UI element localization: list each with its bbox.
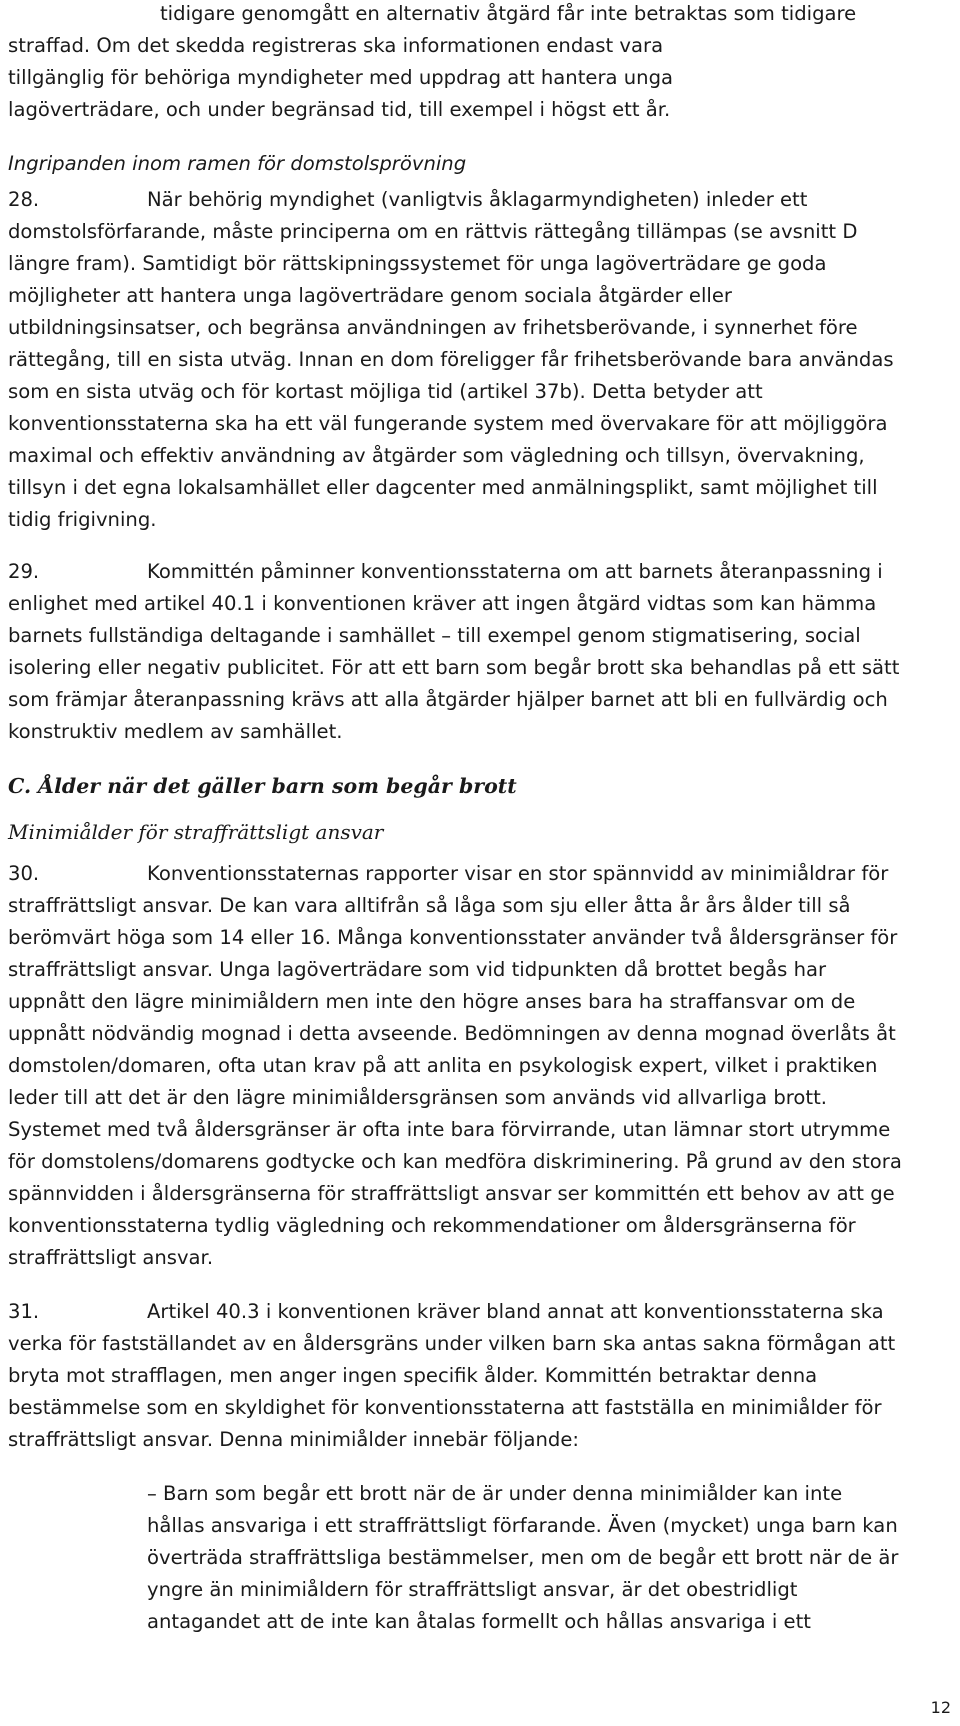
para31-line-4: bestämmelse som en skyldighet för konventionsstaterna att fastställa en minimiålder för — [8, 1396, 882, 1419]
section-heading-c: C. Ålder när det gäller barn som begår brott — [8, 774, 517, 798]
para28-line-9: maximal och effektiv användning av åtgärder som vägledning och tillsyn, övervakning, — [8, 444, 865, 467]
bullet-line-2: hållas ansvariga i ett straffrättsligt förfarande. Även (mycket) unga barn kan — [147, 1514, 898, 1537]
para28-line-6: rättegång, till en sista utväg. Innan en dom föreligger får frihetsberövande bara användas — [8, 348, 894, 371]
para30-line-13: straffrättsligt ansvar. — [8, 1246, 214, 1269]
para30-line-7: domstolen/domaren, ofta utan krav på att anlita en psykologisk expert, vilket i praktiken — [8, 1054, 878, 1077]
paragraph-number-30: 30. — [8, 862, 40, 885]
para29-line-2: enlighet med artikel 40.1 i konventionen kräver att ingen åtgärd vidtas som kan hämma — [8, 592, 877, 615]
page-number: 12 — [930, 1698, 951, 1717]
top-paragraph-line-4: lagöverträdare, och under begränsad tid, till exempel i högst ett år. — [8, 98, 671, 121]
bullet-line-1: – Barn som begår ett brott när de är under denna minimiålder kan inte — [147, 1482, 843, 1505]
para31-line-1: Artikel 40.3 i konventionen kräver bland annat att konventionsstaterna ska — [147, 1300, 884, 1323]
top-paragraph-line-2: straffad. Om det skedda registreras ska informationen endast vara — [8, 34, 664, 57]
bullet-line-5: antagandet att de inte kan åtalas formellt och hållas ansvariga i ett — [147, 1610, 811, 1633]
para28-line-8: konventionsstaterna ska ha ett väl fungerande system med övervakare för att möjliggöra — [8, 412, 888, 435]
paragraph-number-29: 29. — [8, 560, 40, 583]
para29-line-3: barnets fullständiga deltagande i samhället – till exempel genom stigmatisering, social — [8, 624, 861, 647]
para28-line-11: tidig frigivning. — [8, 508, 157, 531]
para31-line-5: straffrättsligt ansvar. Denna minimiålder innebär följande: — [8, 1428, 579, 1451]
para29-line-6: konstruktiv medlem av samhället. — [8, 720, 343, 743]
para30-line-3: berömvärt höga som 14 eller 16. Många konventionsstater använder två åldersgränser för — [8, 926, 898, 949]
bullet-line-4: yngre än minimiåldern för straffrättsligt ansvar, är det obestridligt — [147, 1578, 798, 1601]
section-heading-domstolsprovning: Ingripanden inom ramen för domstolsprövning — [8, 152, 467, 175]
para28-line-4: möjligheter att hantera unga lagöverträdare genom sociala åtgärder eller — [8, 284, 732, 307]
para30-line-2: straffrättsligt ansvar. De kan vara alltifrån så låga som sju eller åtta år års ålder till så — [8, 894, 851, 917]
para31-line-3: bryta mot strafflagen, men anger ingen specifik ålder. Kommittén betraktar denna — [8, 1364, 818, 1387]
para30-line-8: leder till att det är den lägre minimiåldersgränsen som används vid allvarliga brott. — [8, 1086, 827, 1109]
subsection-heading-minimialder: Minimiålder för straffrättsligt ansvar — [8, 820, 384, 844]
para30-line-5: uppnått den lägre minimiåldern men inte den högre anses bara ha straffansvar om de — [8, 990, 856, 1013]
para28-line-1: När behörig myndighet (vanligtvis åklagarmyndigheten) inleder ett — [147, 188, 808, 211]
paragraph-number-31: 31. — [8, 1300, 40, 1323]
para30-line-6: uppnått nödvändig mognad i detta avseende. Bedömningen av denna mognad överlåts åt — [8, 1022, 896, 1045]
para28-line-10: tillsyn i det egna lokalsamhället eller dagcenter med anmälningsplikt, samt möjlighet till — [8, 476, 878, 499]
para30-line-10: för domstolens/domarens godtycke och kan medföra diskriminering. På grund av den stora — [8, 1150, 902, 1173]
para28-line-2: domstolsförfarande, måste principerna om en rättvis rättegång tillämpas (se avsnitt D — [8, 220, 858, 243]
top-paragraph-line-1: tidigare genomgått en alternativ åtgärd får inte betraktas som tidigare — [160, 2, 857, 25]
para28-line-5: utbildningsinsatser, och begränsa användningen av frihetsberövande, i synnerhet före — [8, 316, 858, 339]
top-paragraph-line-3: tillgänglig för behöriga myndigheter med uppdrag att hantera unga — [8, 66, 674, 89]
para29-line-5: som främjar återanpassning krävs att alla åtgärder hjälper barnet att bli en fullvärdig och — [8, 688, 888, 711]
bullet-line-3: överträda straffrättsliga bestämmelser, men om de begår ett brott när de är — [147, 1546, 899, 1569]
para30-line-4: straffrättsligt ansvar. Unga lagöverträdare som vid tidpunkten då brottet begås har — [8, 958, 827, 981]
para30-line-9: Systemet med två åldersgränser är ofta inte bara förvirrande, utan lämnar stort utrymme — [8, 1118, 891, 1141]
para31-line-2: verka för fastställandet av en åldersgräns under vilken barn ska antas sakna förmågan att — [8, 1332, 896, 1355]
para28-line-7: som en sista utväg och för kortast möjliga tid (artikel 37b). Detta betyder att — [8, 380, 763, 403]
para29-line-1: Kommittén påminner konventionsstaterna om att barnets återanpassning i — [147, 560, 883, 583]
para30-line-12: konventionsstaterna tydlig vägledning och rekommendationer om åldersgränserna för — [8, 1214, 856, 1237]
para28-line-3: längre fram). Samtidigt bör rättskipningssystemet för unga lagöverträdare ge goda — [8, 252, 827, 275]
para29-line-4: isolering eller negativ publicitet. För att ett barn som begår brott ska behandlas på ett sätt — [8, 656, 900, 679]
paragraph-number-28: 28. — [8, 188, 40, 211]
para30-line-11: spännvidden i åldersgränserna för straffrättsligt ansvar ser kommittén ett behov av att ge — [8, 1182, 895, 1205]
para30-line-1: Konventionsstaternas rapporter visar en stor spännvidd av minimiåldrar för — [147, 862, 889, 885]
